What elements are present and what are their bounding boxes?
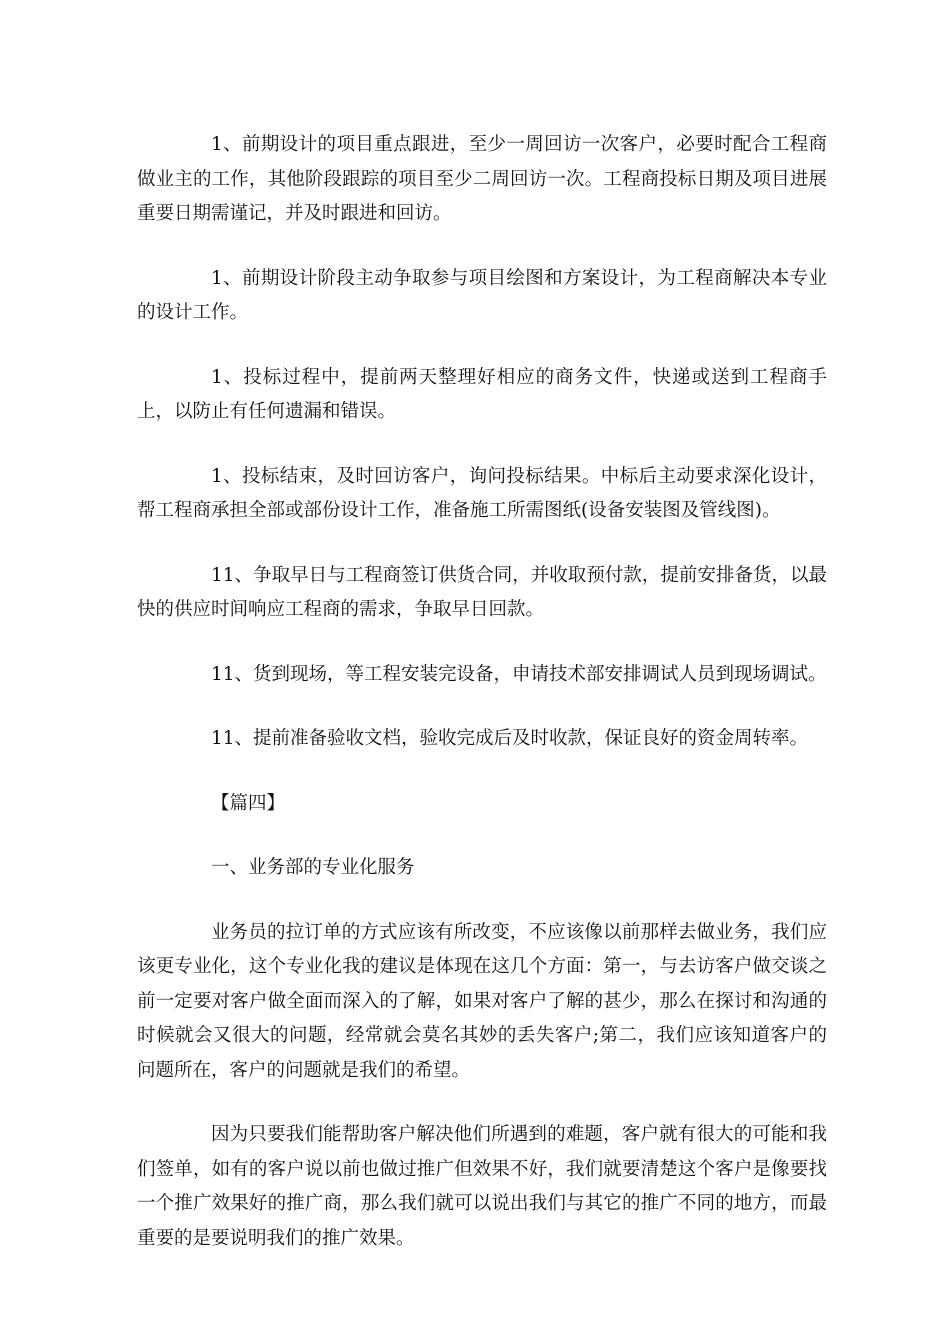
subsection-heading: 一、业务部的专业化服务: [211, 857, 415, 878]
paragraph-2: 1、前期设计阶段主动争取参与项目绘图和方案设计，为工程商解决本专业的设计工作。: [137, 267, 827, 323]
paragraph-9: 因为只要我们能帮助客户解决他们所遇到的难题，客户就有很大的可能和我们签单，如有的客户说以前也做过推广但效果不好，我们就要清楚这个客户是像要找一个推广效果好的推广商，那么我们就可以说出我们与其它的推广不同的地方，而最重要的是要说明我们的推广效果。: [137, 1124, 827, 1249]
section-heading: 【篇四】: [211, 792, 286, 814]
paragraph-6: 11、货到现场，等工程安装完设备，申请技术部安排调试人员到现场调试。: [211, 663, 827, 685]
paragraph-3: 1、投标过程中，提前两天整理好相应的商务文件，快递或送到工程商手上，以防止有任何遗漏和错误。: [137, 366, 827, 422]
paragraph-1: 1、前期设计的项目重点跟进，至少一周回访一次客户，必要时配合工程商做业主的工作，其他阶段跟踪的项目至少二周回访一次。工程商投标日期及项目进展重要日期需谨记，并及时跟进和回访。: [137, 134, 827, 224]
paragraph-8: 业务员的拉订单的方式应该有所改变，不应该像以前那样去做业务，我们应该更专业化，这个专业化我的建议是体现在这几个方面：第一，与去访客户做交谈之前一定要对客户做全面而深入的了解，如果对客户了解的甚少，那么在探讨和沟通的时候就会又很大的问题，经常就会莫名其妙的丢失客户;第二，我们应该知道客户的问题所在，客户的问题就是我们的希望。: [137, 921, 827, 1081]
paragraph-7: 11、提前准备验收文档，验收完成后及时收款，保证良好的资金周转率。: [211, 728, 809, 749]
document-body: [137, 128, 827, 1286]
paragraph-4: 1、投标结束，及时回访客户，询问投标结果。中标后主动要求深化设计，帮工程商承担全部或部份设计工作，准备施工所需图纸(设备安装图及管线图)。: [137, 465, 827, 521]
paragraph-5: 11、争取早日与工程商签订供货合同，并收取预付款，提前安排备货，以最快的供应时间响应工程商的需求，争取早日回款。: [137, 564, 827, 620]
